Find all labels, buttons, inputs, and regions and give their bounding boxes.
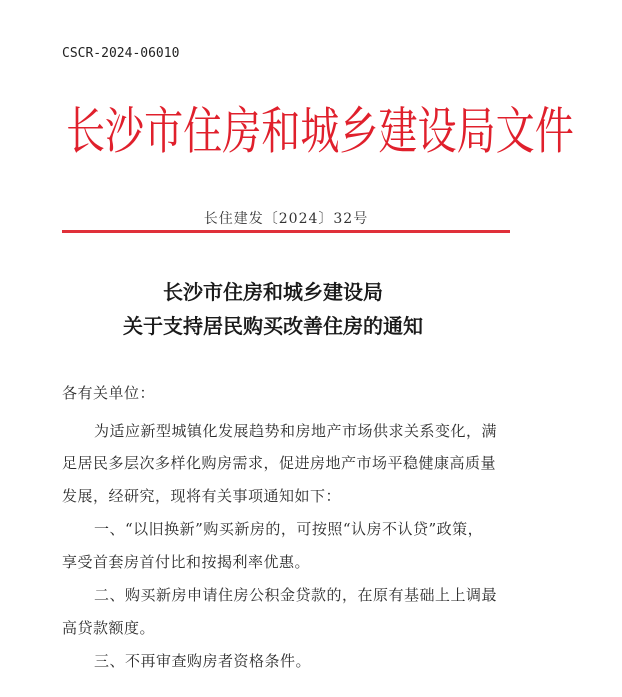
item-3-line-1: 三、不再审查购房者资格条件。 [94,652,312,670]
item-1-line-1: 一、“以旧换新”购买新房的，可按照“认房不认贷”政策， [94,520,484,538]
salutation: 各有关单位： [62,384,156,402]
red-header-title: 长沙市住房和城乡建设局文件 [66,101,574,161]
body-line-2: 足居民多层次多样化购房需求，促进房地产市场平稳健康高质量 [62,454,497,472]
item-2-line-1: 二、购买新房申请住房公积金贷款的，在原有基础上上调最 [94,586,498,604]
body-line-1: 为适应新型城镇化发展趋势和房地产市场供求关系变化，满 [94,422,498,440]
notice-title-line-2: 关于支持居民购买改善住房的通知 [123,314,423,338]
item-2-line-2: 高贷款额度。 [62,619,156,637]
document-number-text: 长住建发〔2024〕32号 [203,211,369,227]
notice-title-line-1: 长沙市住房和城乡建设局 [163,280,383,304]
document-number [0,208,622,228]
red-divider-line [62,230,510,233]
body-line-3: 发展，经研究，现将有关事项通知如下： [62,487,342,505]
item-1-line-2: 享受首套房首付比和按揭利率优惠。 [62,553,311,571]
document-code: CSCR-2024-06010 [62,46,180,61]
